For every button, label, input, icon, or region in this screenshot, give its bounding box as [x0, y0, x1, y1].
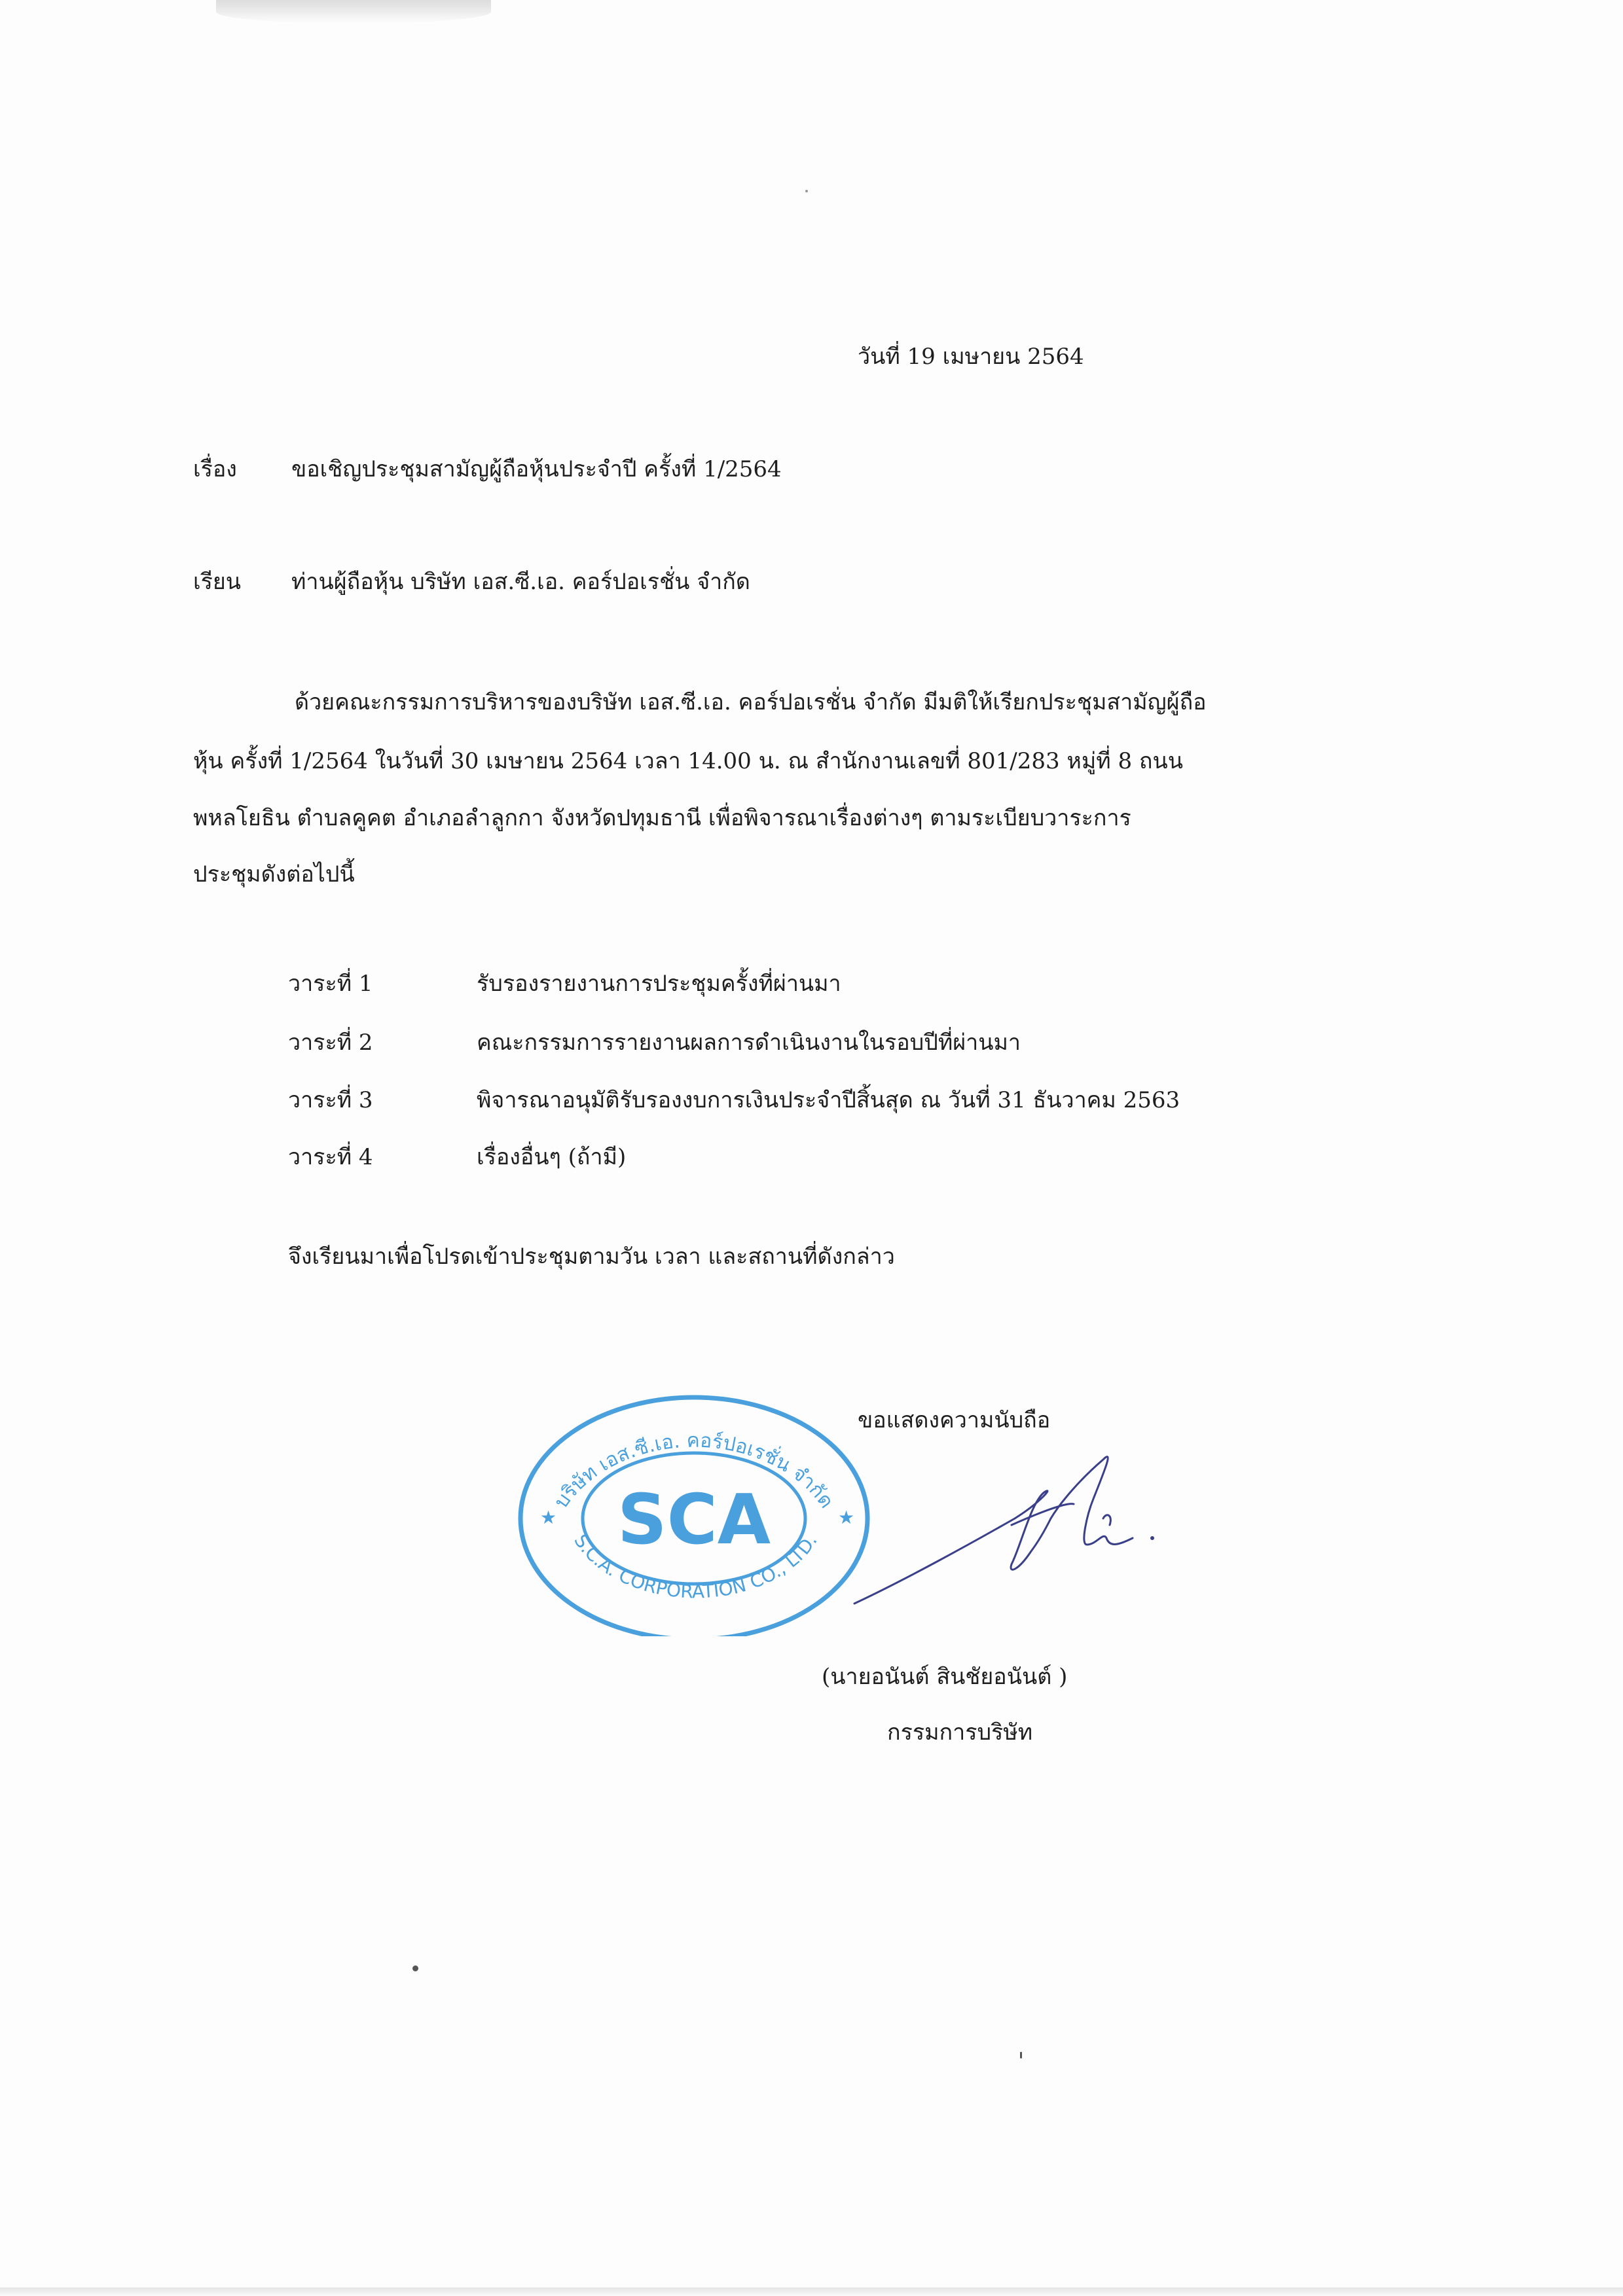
agenda-item: เรื่องอื่นๆ (ถ้ามี)	[477, 1144, 627, 1170]
agenda-item: คณะกรรมการรายงานผลการดำเนินงานในรอบปีที่ผ่านมา	[477, 1030, 1021, 1056]
body-line: ประชุมดังต่อไปนี้	[193, 861, 355, 888]
stamp-star-icon: ★	[540, 1507, 557, 1528]
regards-text: ขอแสดงความนับถือ	[858, 1407, 1051, 1433]
scan-shadow	[216, 0, 491, 24]
body-line: หุ้น ครั้งที่ 1/2564 ในวันที่ 30 เมษายน 2564 เวลา 14.00 น. ณ สำนักงานเลขที่ 801/283 หมู่ที่ 8 ถนน	[193, 748, 1183, 774]
scan-speck	[1020, 2052, 1022, 2058]
signer-position: กรรมการบริษัท	[887, 1719, 1033, 1746]
scan-edge	[0, 2287, 1623, 2296]
body-line: ด้วยคณะกรรมการบริหารของบริษัท เอส.ซี.เอ. คอร์ปอเรชั่น จำกัด มีมติให้เรียกประชุมสามัญผู้ถือ	[295, 689, 1207, 715]
scan-speck	[412, 1965, 418, 1971]
stamp-logo: SCA	[617, 1480, 771, 1560]
closing-text: จึงเรียนมาเพื่อโปรดเข้าประชุมตามวัน เวลา และสถานที่ดังกล่าว	[288, 1244, 895, 1270]
scan-speck	[805, 190, 808, 192]
body-line: พหลโยธิน ตำบลคูคต อำเภอลำลูกกา จังหวัดปทุมธานี เพื่อพิจารณาเรื่องต่างๆ ตามระเบียบวาระการ	[193, 805, 1131, 831]
stamp-bottom-text: S.C.A. CORPORATION CO., LTD.	[570, 1530, 822, 1603]
subject-text: ขอเชิญประชุมสามัญผู้ถือหุ้นประจำปี ครั้งที่ 1/2564	[291, 456, 782, 482]
agenda-item: พิจารณาอนุมัติรับรองงบการเงินประจำปีสิ้นสุด ณ วันที่ 31 ธันวาคม 2563	[477, 1087, 1180, 1113]
agenda-number: วาระที่ 4	[288, 1144, 373, 1170]
letter-date: วันที่ 19 เมษายน 2564	[858, 344, 1084, 370]
recipient-label: เรียน	[193, 569, 242, 595]
handwritten-signature	[845, 1440, 1185, 1623]
agenda-number: วาระที่ 3	[288, 1087, 373, 1113]
agenda-item: รับรองรายงานการประชุมครั้งที่ผ่านมา	[477, 971, 841, 997]
subject-label: เรื่อง	[193, 456, 237, 482]
agenda-number: วาระที่ 2	[288, 1030, 373, 1056]
stamp-star-icon: ★	[838, 1507, 855, 1528]
company-stamp	[511, 1374, 877, 1636]
stamp-top-text: บริษัท เอส.ซี.เอ. คอร์ปอเรชั่น จำกัด	[549, 1429, 839, 1513]
recipient-text: ท่านผู้ถือหุ้น บริษัท เอส.ซี.เอ. คอร์ปอเรชั่น จำกัด	[291, 569, 750, 595]
agenda-number: วาระที่ 1	[288, 971, 373, 997]
signer-name: (นายอนันต์ สินชัยอนันต์ )	[822, 1664, 1068, 1690]
